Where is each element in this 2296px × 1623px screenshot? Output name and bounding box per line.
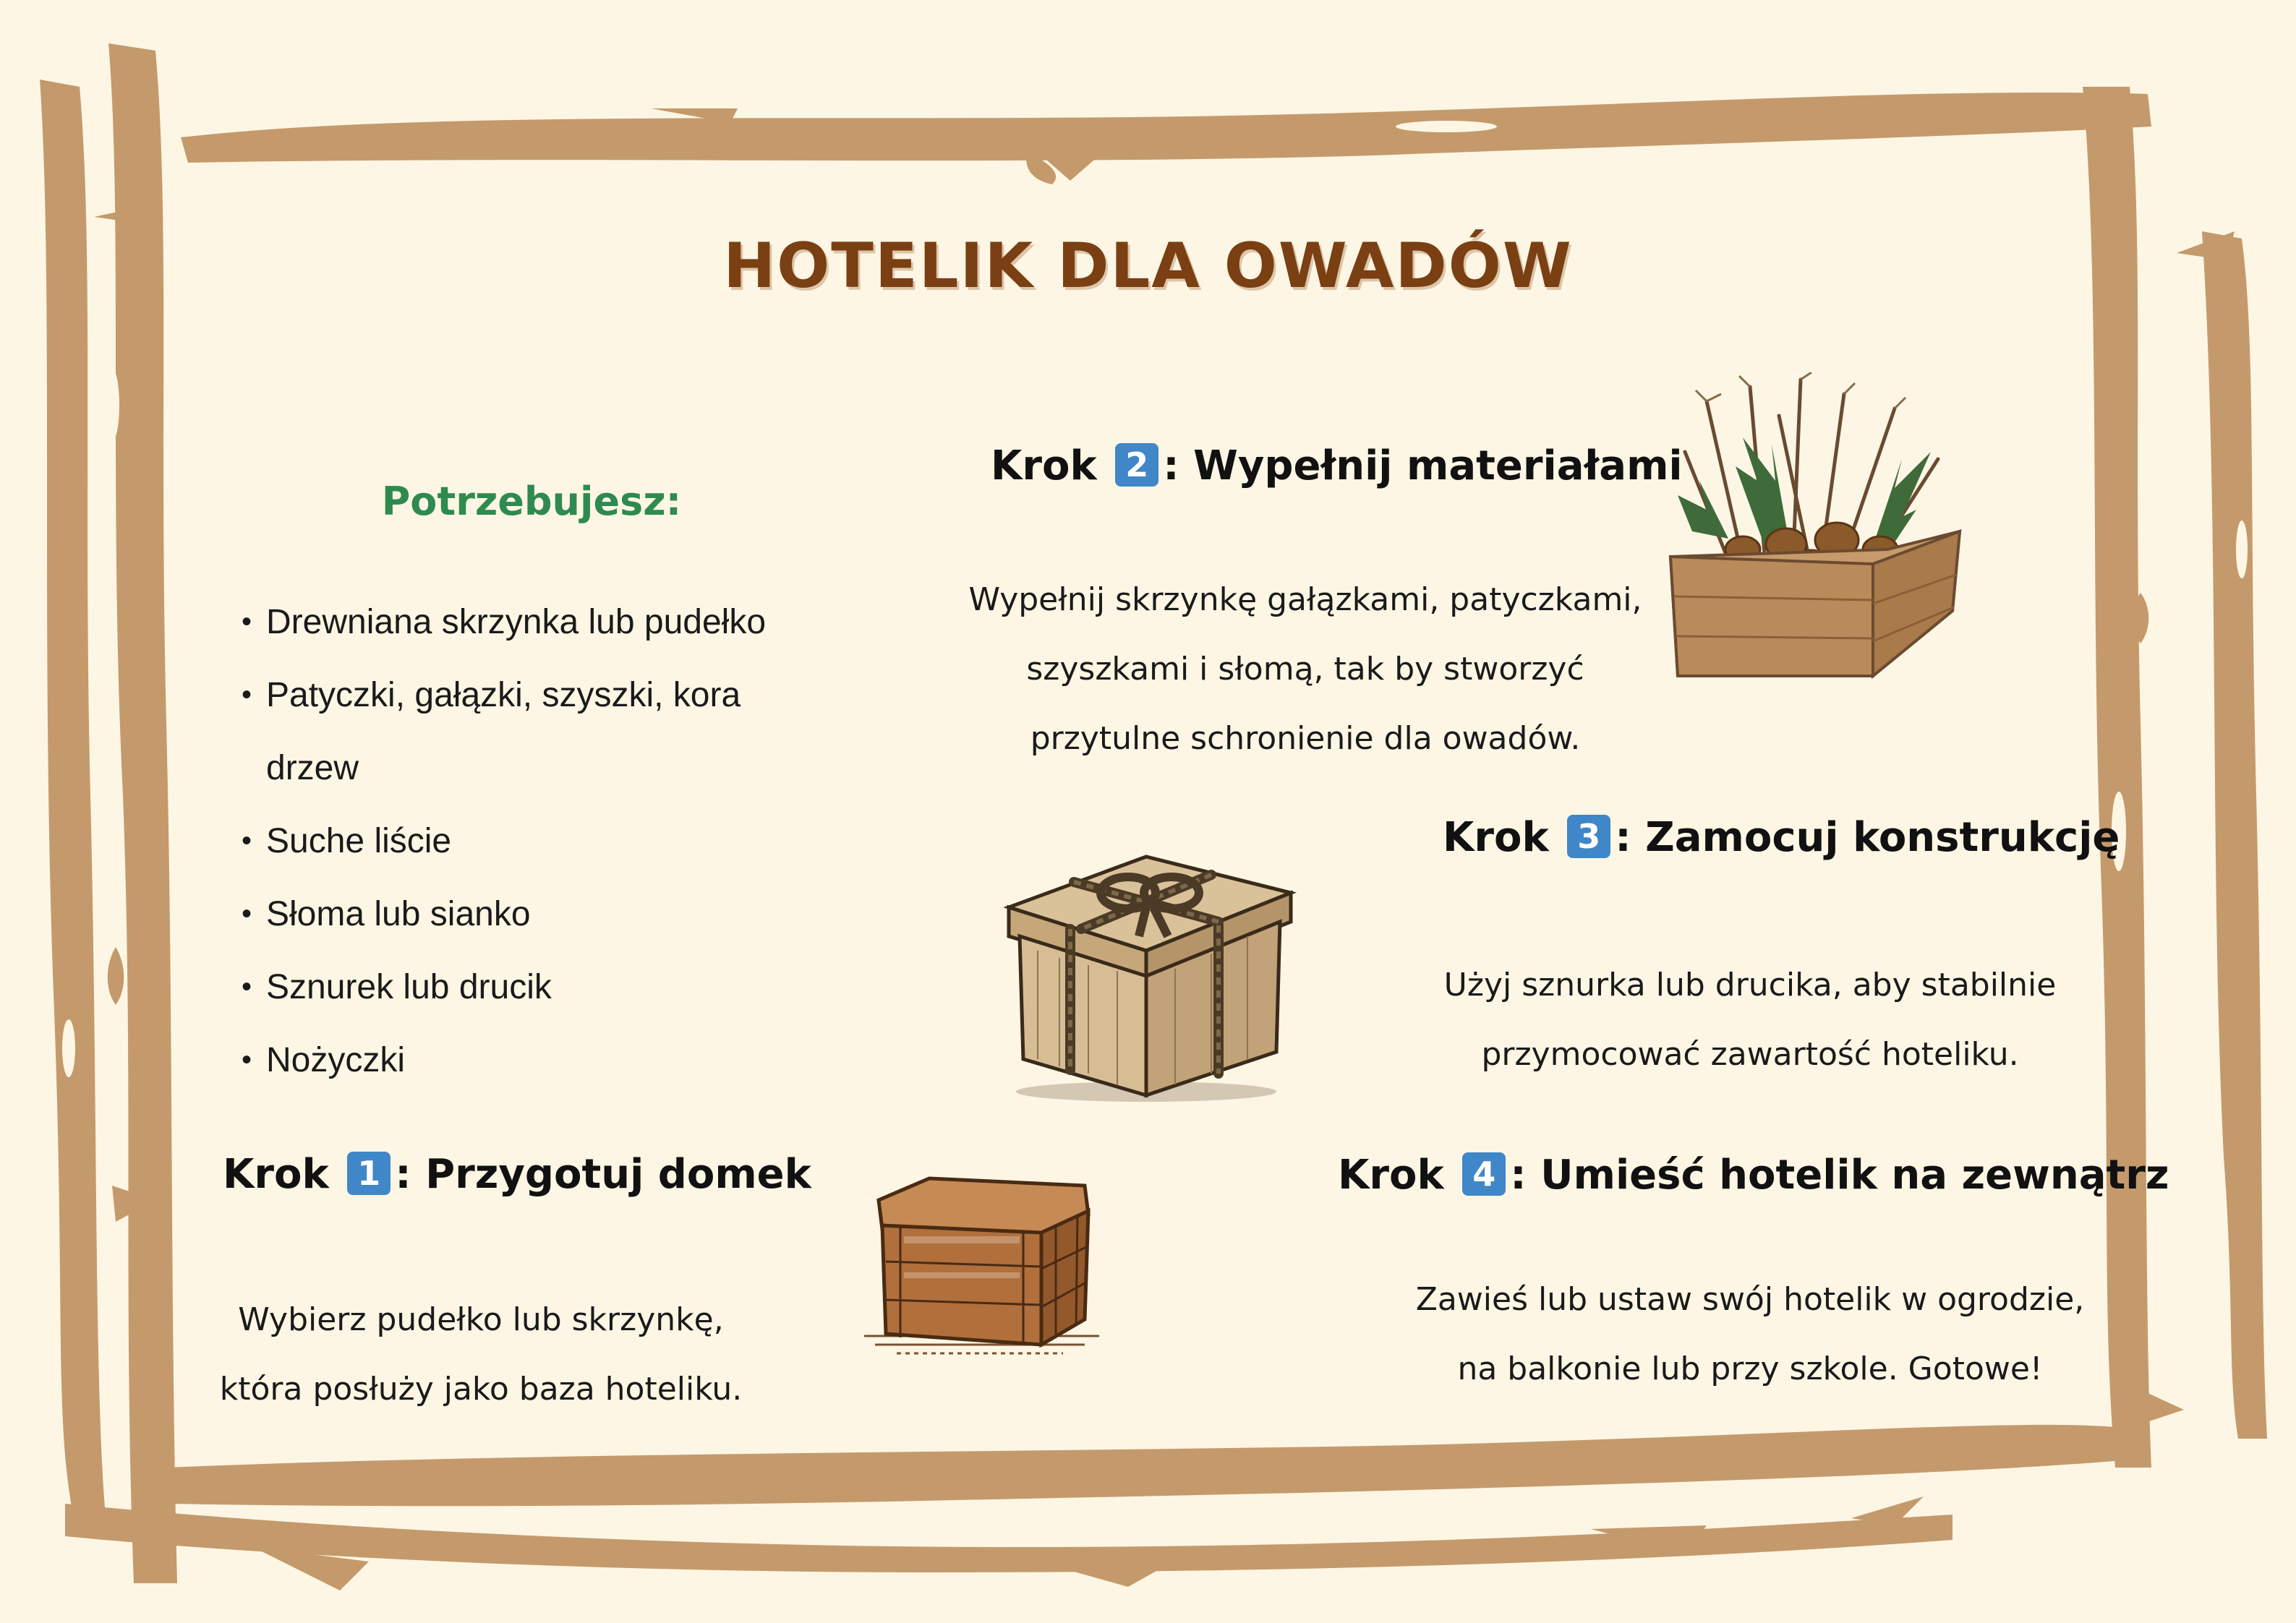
step-line: przymocować zawartość hoteliku.: [1481, 1036, 2019, 1073]
step-title: : Umieść hotelik na zewnątrz: [1510, 1152, 2169, 1199]
step-word: Krok: [223, 1151, 329, 1198]
crate-with-twigs-and-pinecones-icon: [1656, 372, 1974, 683]
step-number-badge: 3: [1567, 815, 1610, 858]
needs-list: [239, 586, 861, 1097]
step-line: przytulne schronienie dla owadów.: [1030, 720, 1581, 757]
list-item-text: Drewniana skrzynka lub pudełko: [266, 603, 767, 641]
list-item-text: Suche liście: [266, 822, 452, 860]
needs-heading: Potrzebujesz:: [381, 479, 682, 524]
step-line: Wybierz pudełko lub skrzynkę,: [238, 1301, 724, 1338]
list-item: • Nożyczki: [242, 1041, 406, 1079]
list-item-text: Słoma lub sianko: [266, 895, 531, 933]
step-number-badge: 2: [1115, 443, 1158, 487]
step-line: na balkonie lub przy szkole. Gotowe!: [1457, 1350, 2043, 1387]
step-4-description: [1360, 1265, 2141, 1404]
list-item: • Suche liście: [242, 822, 452, 860]
page-title: HOTELIK DLA OWADÓW: [723, 230, 1573, 302]
step-line: Wypełnij skrzynkę gałązkami, patyczkami,: [968, 581, 1642, 618]
step-4-heading: [1338, 1152, 2169, 1199]
step-title: : Przygotuj domek: [395, 1151, 811, 1198]
step-line: która posłuży jako baza hoteliku.: [219, 1371, 743, 1408]
list-item: • Patyczki, gałązki, szyszki, kora: [242, 676, 741, 714]
step-number-badge: 1: [347, 1152, 391, 1195]
wooden-crate-icon: [861, 1171, 1106, 1374]
step-1-description: [174, 1285, 788, 1424]
step-number-badge: 4: [1462, 1152, 1506, 1196]
step-1-heading: [223, 1151, 811, 1198]
list-item: • Słoma lub sianko: [242, 895, 531, 933]
list-item-continuation: [239, 732, 861, 805]
list-item-text: drzew: [266, 749, 359, 787]
step-title: : Wypełnij materiałami: [1163, 442, 1683, 489]
step-2-description: [926, 565, 1685, 774]
list-item-text: Patyczki, gałązki, szyszki, kora: [266, 676, 741, 714]
list-item-text: Sznurek lub drucik: [266, 968, 552, 1006]
list-item: • Drewniana skrzynka lub pudełko: [242, 603, 767, 641]
list-item: • Sznurek lub drucik: [242, 968, 552, 1006]
step-3-heading: [1443, 814, 2120, 861]
step-2-heading: [991, 442, 1683, 489]
box-tied-with-rope-icon: [1002, 842, 1298, 1110]
step-word: Krok: [1443, 814, 1549, 861]
step-word: Krok: [991, 442, 1097, 489]
step-line: Zawieś lub ustaw swój hotelik w ogrodzie,: [1415, 1281, 2085, 1318]
step-3-description: [1374, 951, 2126, 1089]
step-line: szyszkami i słomą, tak by stworzyć: [1026, 651, 1584, 688]
step-title: : Zamocuj konstrukcję: [1615, 814, 2120, 861]
list-item-text: Nożyczki: [266, 1041, 406, 1079]
step-line: Użyj sznurka lub drucika, aby stabilnie: [1443, 967, 2057, 1003]
step-word: Krok: [1338, 1152, 1444, 1199]
